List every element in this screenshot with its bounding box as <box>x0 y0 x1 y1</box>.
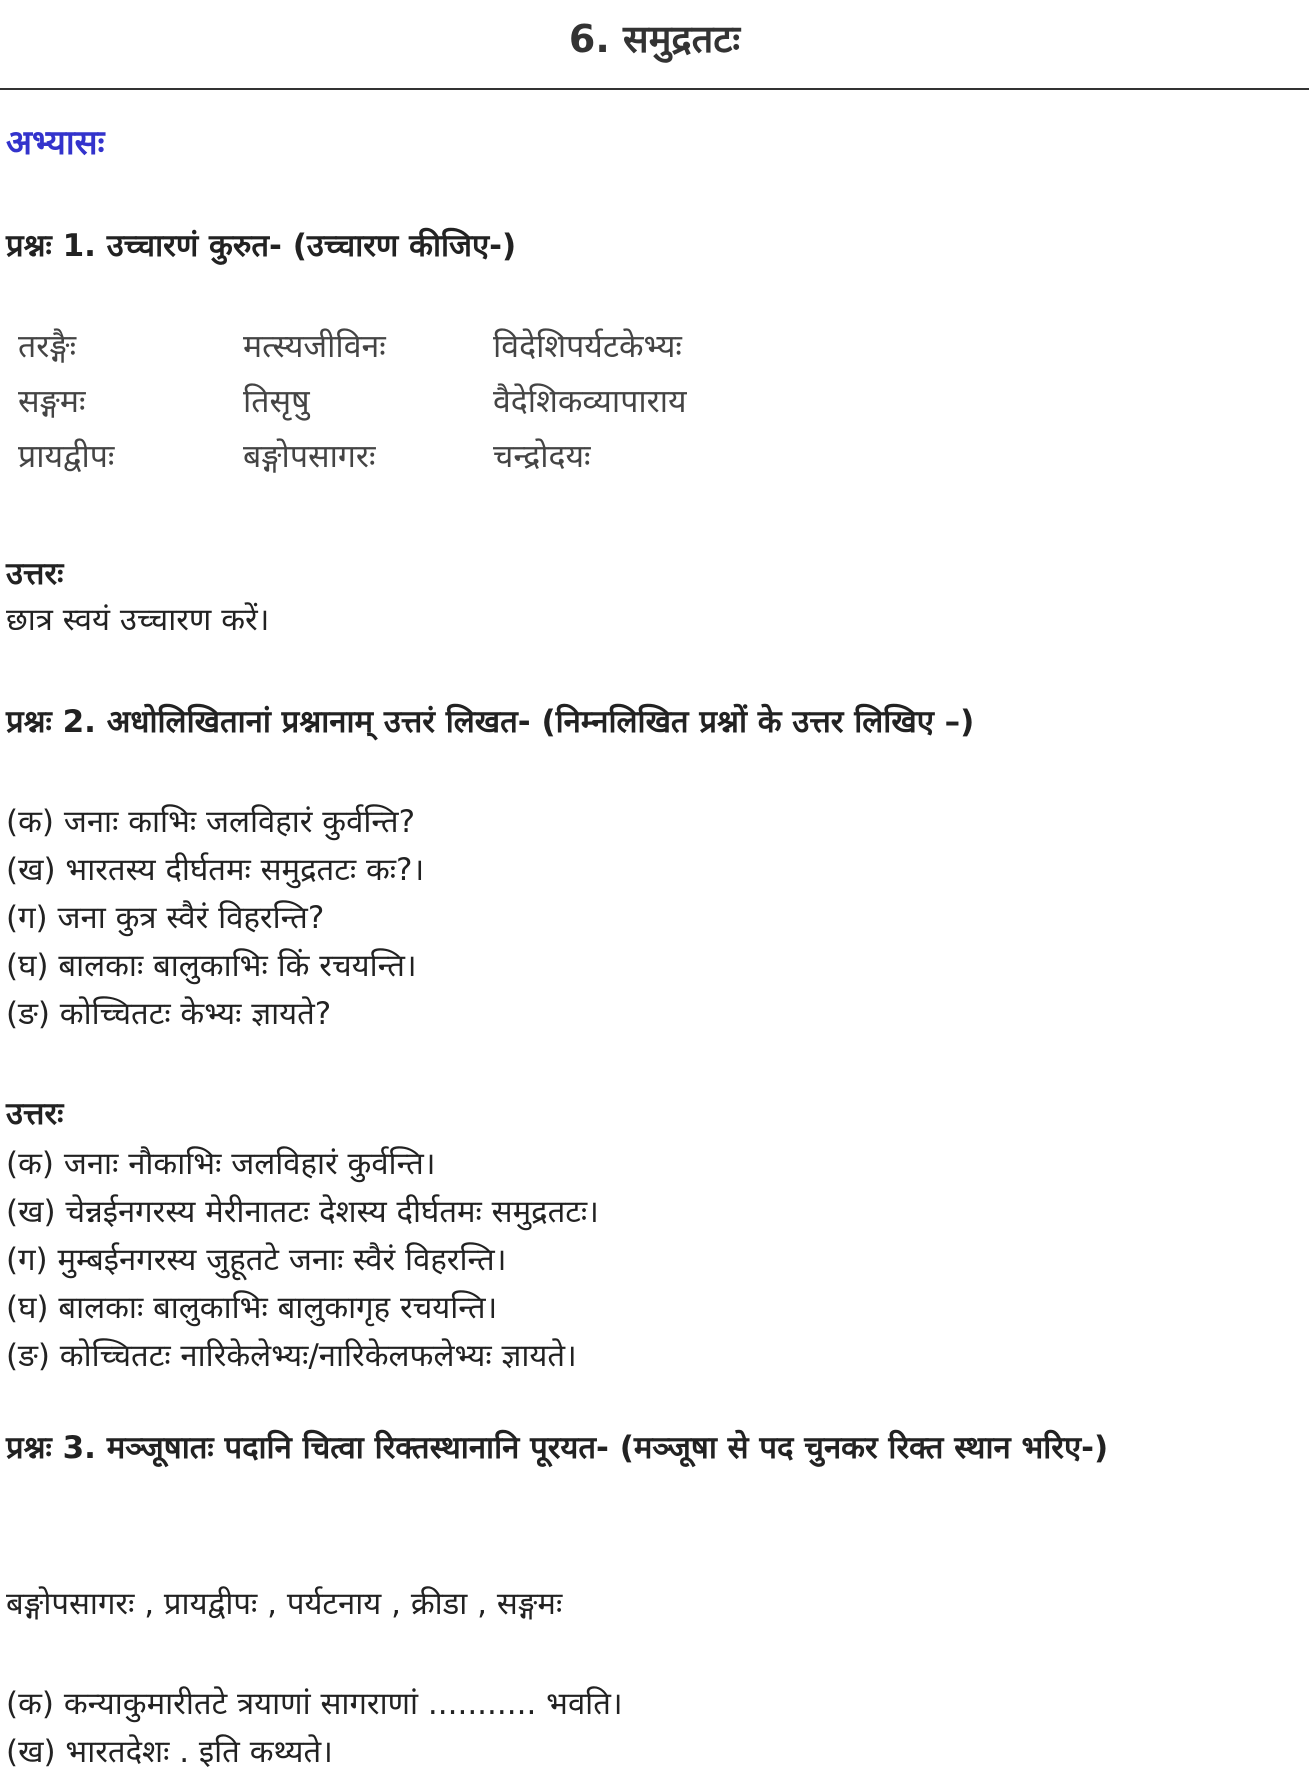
answer-1-text: छात्र स्वयं उच्चारण करें। <box>6 602 270 638</box>
list-item: (ग) मुम्बईनगरस्य जुहूतटे जनाः स्वैरं विहरन्ति। <box>6 1242 507 1278</box>
answer-1-label: उत्तरः <box>6 556 64 592</box>
list-item: (ग) जना कुत्र स्वैरं विहरन्ति? <box>6 900 325 936</box>
word-item: बङ्गोपसागरः <box>243 437 376 475</box>
list-item: (ख) चेन्नईनगरस्य मेरीनातटः देशस्य दीर्घतमः समुद्रतटः। <box>6 1194 599 1230</box>
answer-2-label: उत्तरः <box>6 1096 64 1132</box>
list-item: (घ) बालकाः बालुकाभिः किं रचयन्ति। <box>6 948 417 984</box>
word-item: सङ्गमः <box>18 382 86 420</box>
pronunciation-word-grid <box>18 324 778 477</box>
question-2-list <box>6 798 424 1038</box>
page-title: 6. समुद्रतटः <box>568 17 741 62</box>
list-item: (ख) भारतस्य दीर्घतमः समुद्रतटः कः?। <box>6 852 425 888</box>
list-item: (क) जनाः नौकाभिः जलविहारं कुर्वन्ति। <box>6 1146 436 1182</box>
list-item: (ङ) कोच्चितटः केभ्यः ज्ञायते? <box>6 996 332 1032</box>
list-item: (क) जनाः काभिः जलविहारं कुर्वन्ति? <box>6 804 416 840</box>
list-item: (घ) बालकाः बालुकाभिः बालुकागृह रचयन्ति। <box>6 1290 498 1326</box>
question-1: प्रश्नः 1. उच्चारणं कुरुत- (उच्चारण कीजिए-) <box>6 228 517 264</box>
word-item: विदेशिपर्यटकेभ्यः <box>493 327 682 365</box>
word-item: मत्स्यजीविनः <box>243 327 386 365</box>
list-item: (ङ) कोच्चितटः नारिकेलेभ्यः/नारिकेलफलेभ्यः ज्ञायते। <box>6 1338 577 1374</box>
word-item: तरङ्गैः <box>18 327 77 365</box>
list-item: (क) कन्याकुमारीतटे त्रयाणां सागराणां ........... भवति। <box>6 1686 623 1722</box>
answer-2-list <box>6 1140 599 1380</box>
word-item: तिसृषु <box>243 382 310 420</box>
question-2: प्रश्नः 2. अधोलिखितानां प्रश्नानाम् उत्तरं लिखत- (निम्नलिखित प्रश्नों के उत्तर लिखिए –) <box>6 704 975 740</box>
list-item: (ख) भारतदेशः . इति कथ्यते। <box>6 1734 333 1770</box>
word-bank: बङ्गोपसागरः , प्रायद्वीपः , पर्यटनाय , क्रीडा , सङ्गमः <box>6 1586 563 1622</box>
word-item: वैदेशिकव्यापाराय <box>493 382 687 420</box>
question-3-list <box>6 1680 623 1776</box>
word-item: चन्द्रोदयः <box>493 437 591 475</box>
section-heading: अभ्यासः <box>6 123 105 163</box>
title-divider <box>0 88 1309 90</box>
word-item: प्रायद्वीपः <box>18 437 115 475</box>
question-3: प्रश्नः 3. मञ्जूषातः पदानि चित्वा रिक्तस्थानानि पूरयत- (मञ्जूषा से पद चुनकर रिक्त स्थान भरिए-) <box>6 1430 1109 1466</box>
